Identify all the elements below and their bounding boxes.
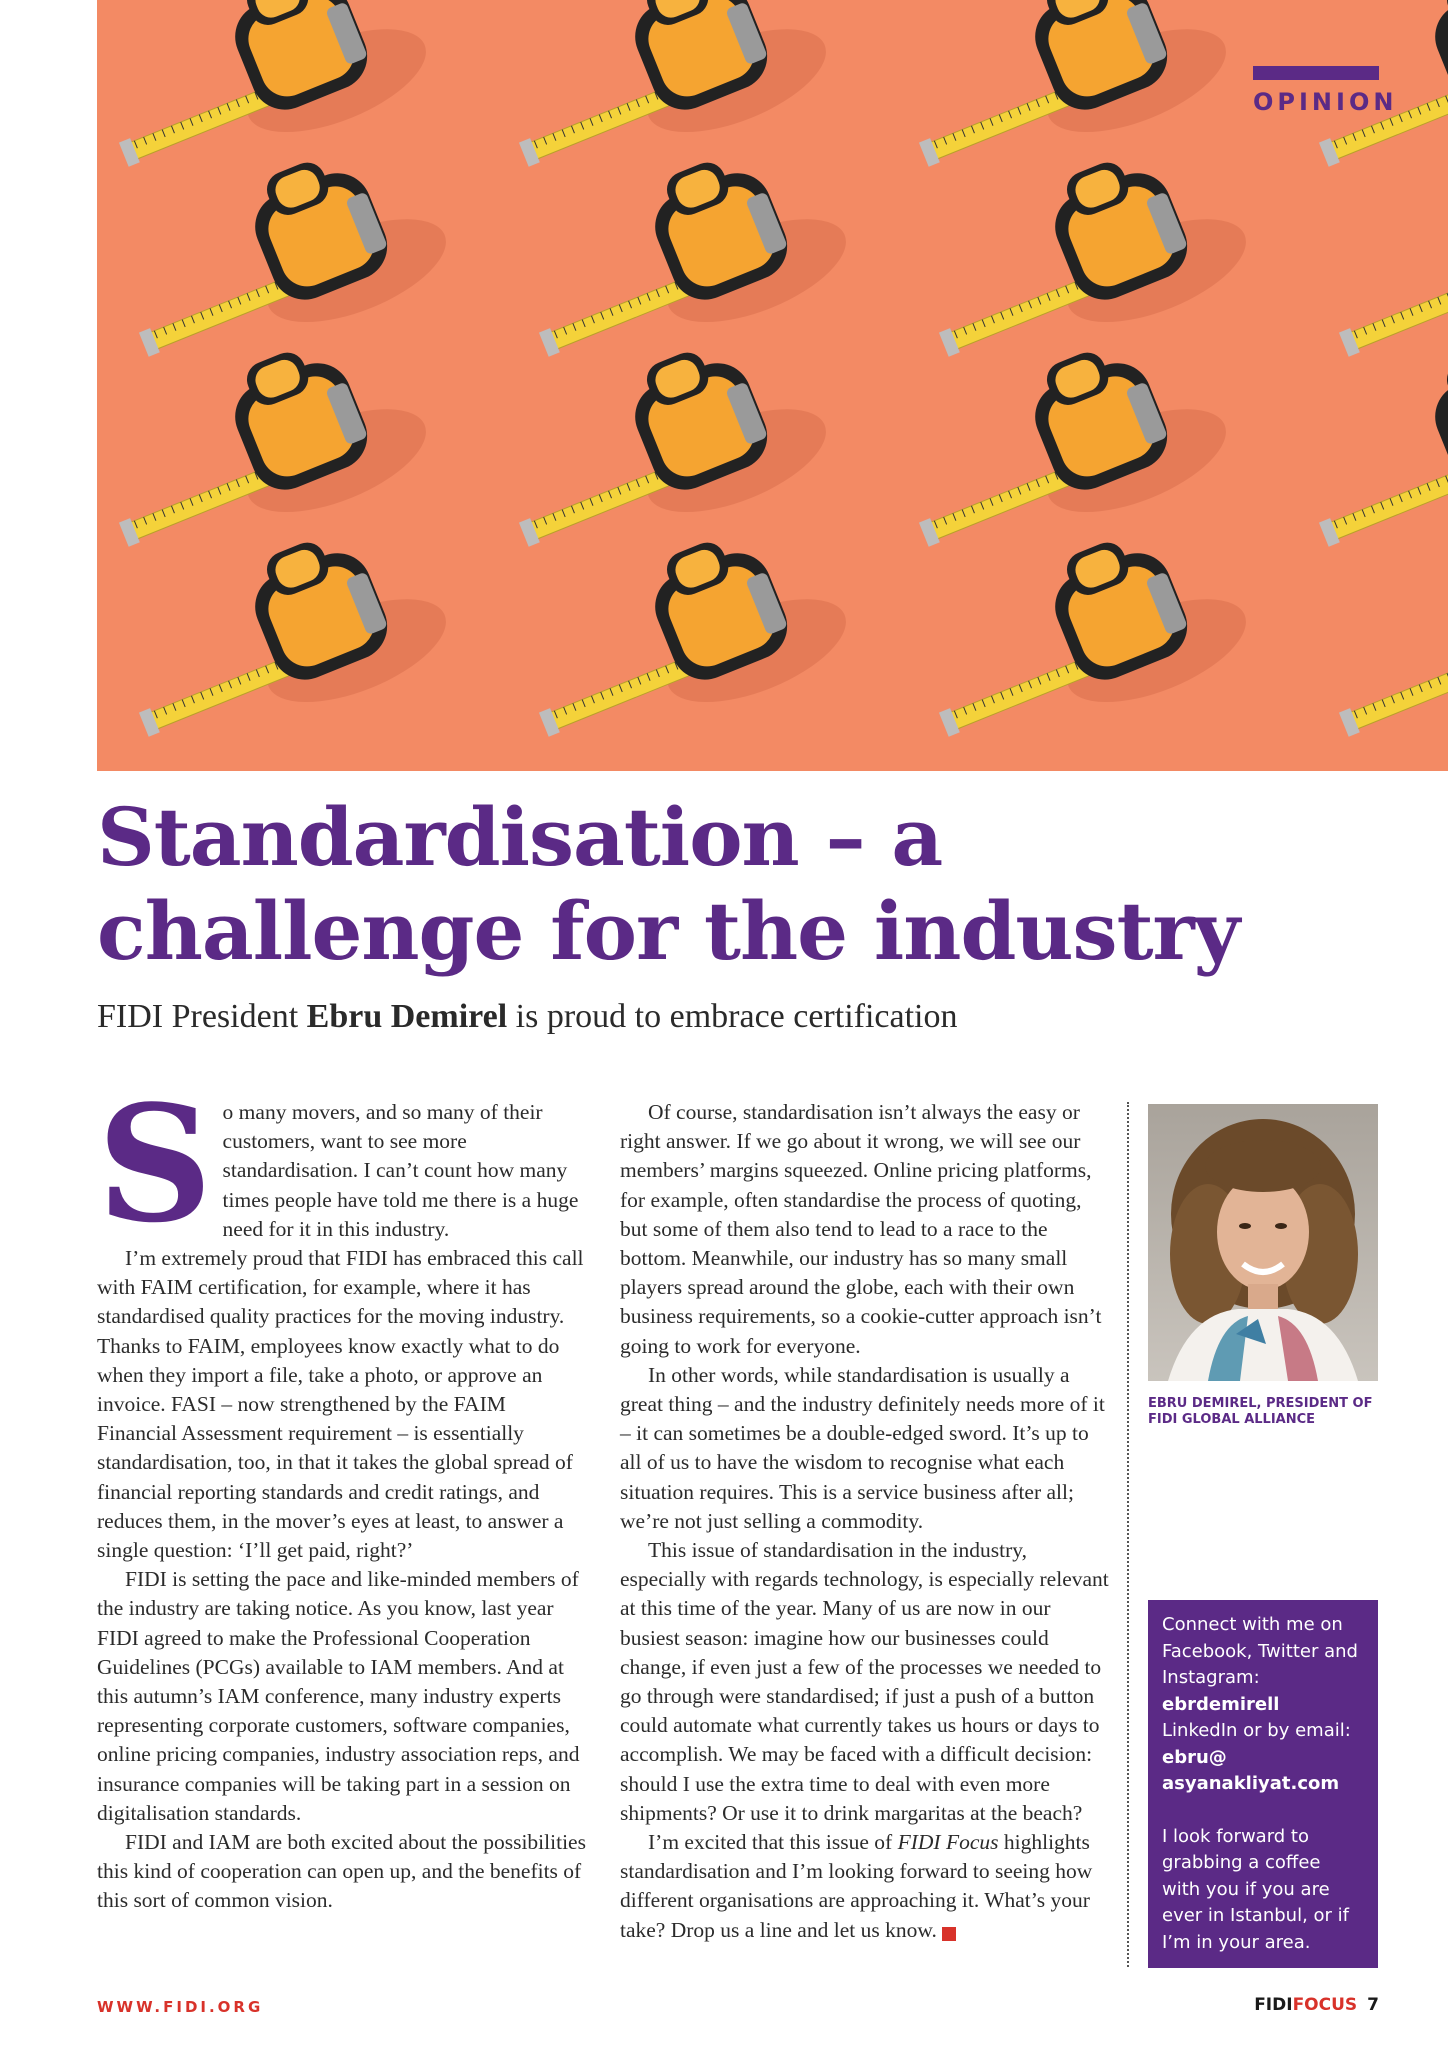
paragraph: This issue of standardisation in the industry, especially with regards technology, is especially relevant at this time of the year. Many of us are now in our busiest season: imagine how our businesses could change, if even just a few of the processes we needed to go through were standardised; if just a push of a button could automate what currently takes us hours or days to accomplish. We may be faced with a difficult decision: should I use the extra time to deal with even more shipments? Or use it to drink margaritas at the beach?: [620, 1538, 1109, 1825]
magazine-name: FIDI Focus: [897, 1830, 999, 1855]
email-domain: asyanakliyat.com: [1162, 1773, 1340, 1794]
paragraph: FIDI is setting the pace and like-minded members of the industry are taking notice. As you know, last year FIDI agreed to make the Professional Cooperation Guidelines (PCGs) available to IAM members. And at this autumn’s IAM conference, many industry experts representing corporate customers, software companies, online pricing companies, industry association reps, and insurance companies will be taking part in a session on digitalisation standards.: [97, 1567, 580, 1825]
tape-measure-icon: [503, 124, 860, 392]
magazine-logo: [1254, 1995, 1357, 2015]
text: I’m excited that this issue of: [648, 1830, 898, 1855]
tape-measure-icon: [883, 0, 1240, 202]
standfirst: [97, 998, 1347, 1036]
closing-text: I look forward to grabbing a coffee with you if you are ever in Istanbul, or if I’m in your area.: [1162, 1825, 1349, 1953]
footer-brand: [1254, 1995, 1379, 2015]
portrait-caption: EBRU DEMIREL, PRESIDENT OF FIDI GLOBAL ALLIANCE: [1148, 1396, 1373, 1427]
social-handle: [1162, 1692, 1364, 1719]
tape-measure-icon: [883, 314, 1240, 582]
author-name: Ebru Demirel: [306, 998, 508, 1035]
tape-measure-pattern: [97, 0, 1448, 771]
connect-box: [1148, 1600, 1378, 1968]
footer-url[interactable]: WWW.FIDI.ORG: [97, 1998, 264, 2016]
tape-measure-icon: [1283, 314, 1448, 582]
logo-fidi: FIDI: [1254, 1995, 1293, 2015]
section-tag: OPINION: [1253, 66, 1379, 116]
article-column-2: [620, 1098, 1110, 1945]
paragraph: FIDI and IAM are both excited about the possibilities this kind of cooperation can open up, and the benefits of this sort of common vision.: [97, 1830, 586, 1913]
column-divider: [1127, 1102, 1129, 1967]
tape-measure-icon: [503, 504, 860, 771]
end-mark-icon: FF: [942, 1927, 956, 1941]
tape-measure-icon: [103, 124, 460, 392]
portrait-photo: [1148, 1104, 1378, 1381]
drop-cap: S: [97, 1070, 213, 1258]
article-column-1: [97, 1070, 587, 1916]
tape-measure-icon: [483, 314, 840, 582]
tape-measure-icon: [903, 124, 1260, 392]
paragraph: I’m extremely proud that FIDI has embraced this call with FAIM certification, for example, where it has standardised quality practices for the moving industry. Thanks to FAIM, employees know exactly what to do when they import a file, take a photo, or approve an invoice. FASI – now strengthened by the FAIM Financial Assessment requirement – is essentially standardisation, too, in that it takes the global spread of financial reporting standards and credit ratings, and reduces them, in the mover’s eyes at least, to answer a single question: ‘I’ll get paid, right?’: [97, 1246, 584, 1563]
tape-measure-icon: [903, 504, 1260, 771]
author-portrait: [1148, 1104, 1378, 1381]
tape-measure-icon: [1303, 124, 1448, 392]
logo-focus: FOCUS: [1292, 1995, 1358, 2015]
tape-measure-icon: [483, 0, 840, 202]
paragraph-last: [620, 1828, 1110, 1945]
tape-measure-icon: [97, 0, 440, 202]
tape-measure-icon: [1303, 504, 1448, 771]
tape-measure-icon: [103, 504, 460, 771]
article-title: Standardisation – a challenge for the industry: [97, 790, 1240, 978]
standfirst-text: FIDI President: [97, 998, 307, 1035]
connect-intro: Connect with me on Facebook, Twitter and Instagram:: [1162, 1614, 1358, 1688]
email-link[interactable]: [1162, 1745, 1364, 1798]
email-user: ebru@: [1162, 1746, 1227, 1768]
standfirst-text-end: is proud to embrace certification: [507, 998, 958, 1035]
hero-image: [97, 0, 1448, 771]
handle-text: ebrdemirell: [1162, 1693, 1280, 1715]
paragraph: Of course, standardisation isn’t always the easy or right answer. If we go about it wrong, we will see our members’ margins squeezed. Online pricing platforms, for example, often standardise the process of quoting, but some of them also tend to lead to a race to the bottom. Meanwhile, our industry has so many small players spread around the globe, each with their own business requirements, so a cookie-cutter approach isn’t going to work for everyone.: [620, 1100, 1102, 1358]
page-number: 7: [1367, 1995, 1379, 2015]
text: highlights standardisation and I’m looking forward to seeing how different organisations are approaching it. What’s your take? Drop us a line and let us know.: [620, 1830, 1093, 1942]
linkedin-text: LinkedIn or by email:: [1162, 1720, 1351, 1741]
paragraph: o many movers, and so many of their customers, want to see more standardisation. I can’t count how many times people have told me there is a huge need for it in this industry.: [222, 1100, 579, 1241]
paragraph: In other words, while standardisation is usually a great thing – and the industry definitely needs more of it – it can sometimes be a double-edged sword. It’s up to all of us to have the wisdom to recognise what each situation requires. This is a service business after all; we’re not just selling a commodity.: [620, 1362, 1105, 1533]
